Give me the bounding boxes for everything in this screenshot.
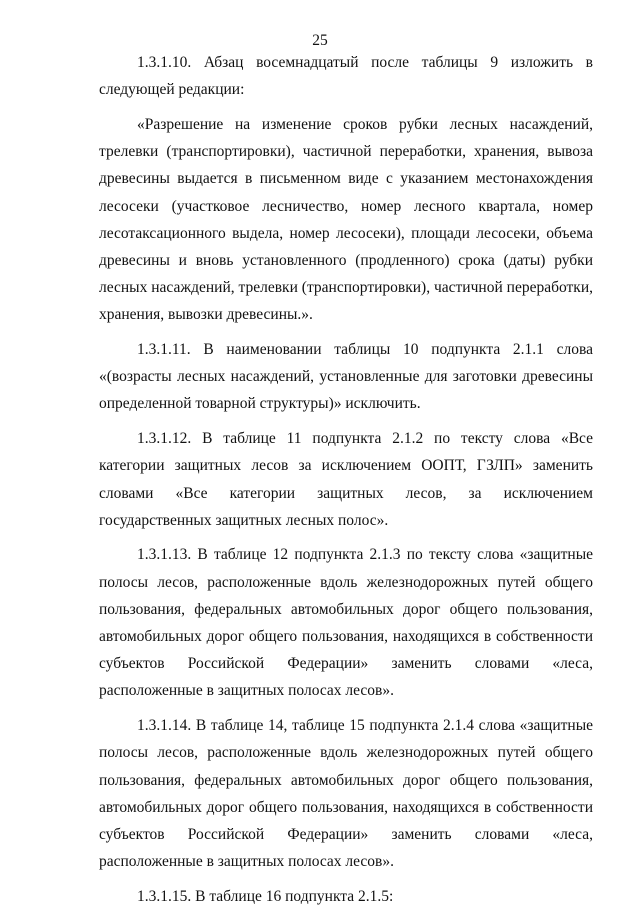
paragraph-1-3-1-15: 1.3.1.15. В таблице 16 подпункта 2.1.5: xyxy=(137,887,394,905)
paragraph-1-3-1-13: 1.3.1.13. В таблице 12 подпункта 2.1.3 по тексту слова «защитные полосы лесов, расположенные вдоль железнодорожных путей общего пользования, федеральных автомобильных дорог общего пользования, автомобильных дорог общего пользования, находящихся в собственности субъектов Российской Федерации» заменить словами «леса, расположенные в защитных полосах лесов». xyxy=(99,546,593,700)
page-number: 25 xyxy=(312,32,328,49)
paragraph-quoted-amendment: «Разрешение на изменение сроков рубки лесных насаждений, трелевки (транспортировки), частичной переработки, хранения, вывоза древесины выдается в письменном виде с указанием местонахождения лесосеки (участковое лесничество, номер лесного квартала, номер лесотаксационного выдела, номер лесосеки), площади лесосеки, объема древесины и вновь установленного (продленного) срока (даты) рубки лесных насаждений, трелевки (транспортировки), частичной переработки, хранения, вывозки древесины.». xyxy=(99,115,593,324)
paragraph-1-3-1-10: 1.3.1.10. Абзац восемнадцатый после таблицы 9 изложить в следующей редакции: xyxy=(99,54,593,99)
paragraph-1-3-1-14: 1.3.1.14. В таблице 14, таблице 15 подпункта 2.1.4 слова «защитные полосы лесов, расположенные вдоль железнодорожных путей общего пользования, федеральных автомобильных дорог общего пользования, автомобильных дорог общего пользования, находящихся в собственности субъектов Российской Федерации» заменить словами «леса, расположенные в защитных полосах лесов». xyxy=(99,717,593,871)
document-body xyxy=(99,49,593,918)
paragraph-1-3-1-11: 1.3.1.11. В наименовании таблицы 10 подпункта 2.1.1 слова «(возрасты лесных насаждений, установленные для заготовки древесины определенной товарной структуры)» исключить. xyxy=(99,341,593,413)
paragraph-1-3-1-12: 1.3.1.12. В таблице 11 подпункта 2.1.2 по тексту слова «Все категории защитных лесов за исключением ООПТ, ГЗЛП» заменить словами «Все категории защитных лесов, за исключением государственных защитных лесных полос». xyxy=(99,430,593,529)
